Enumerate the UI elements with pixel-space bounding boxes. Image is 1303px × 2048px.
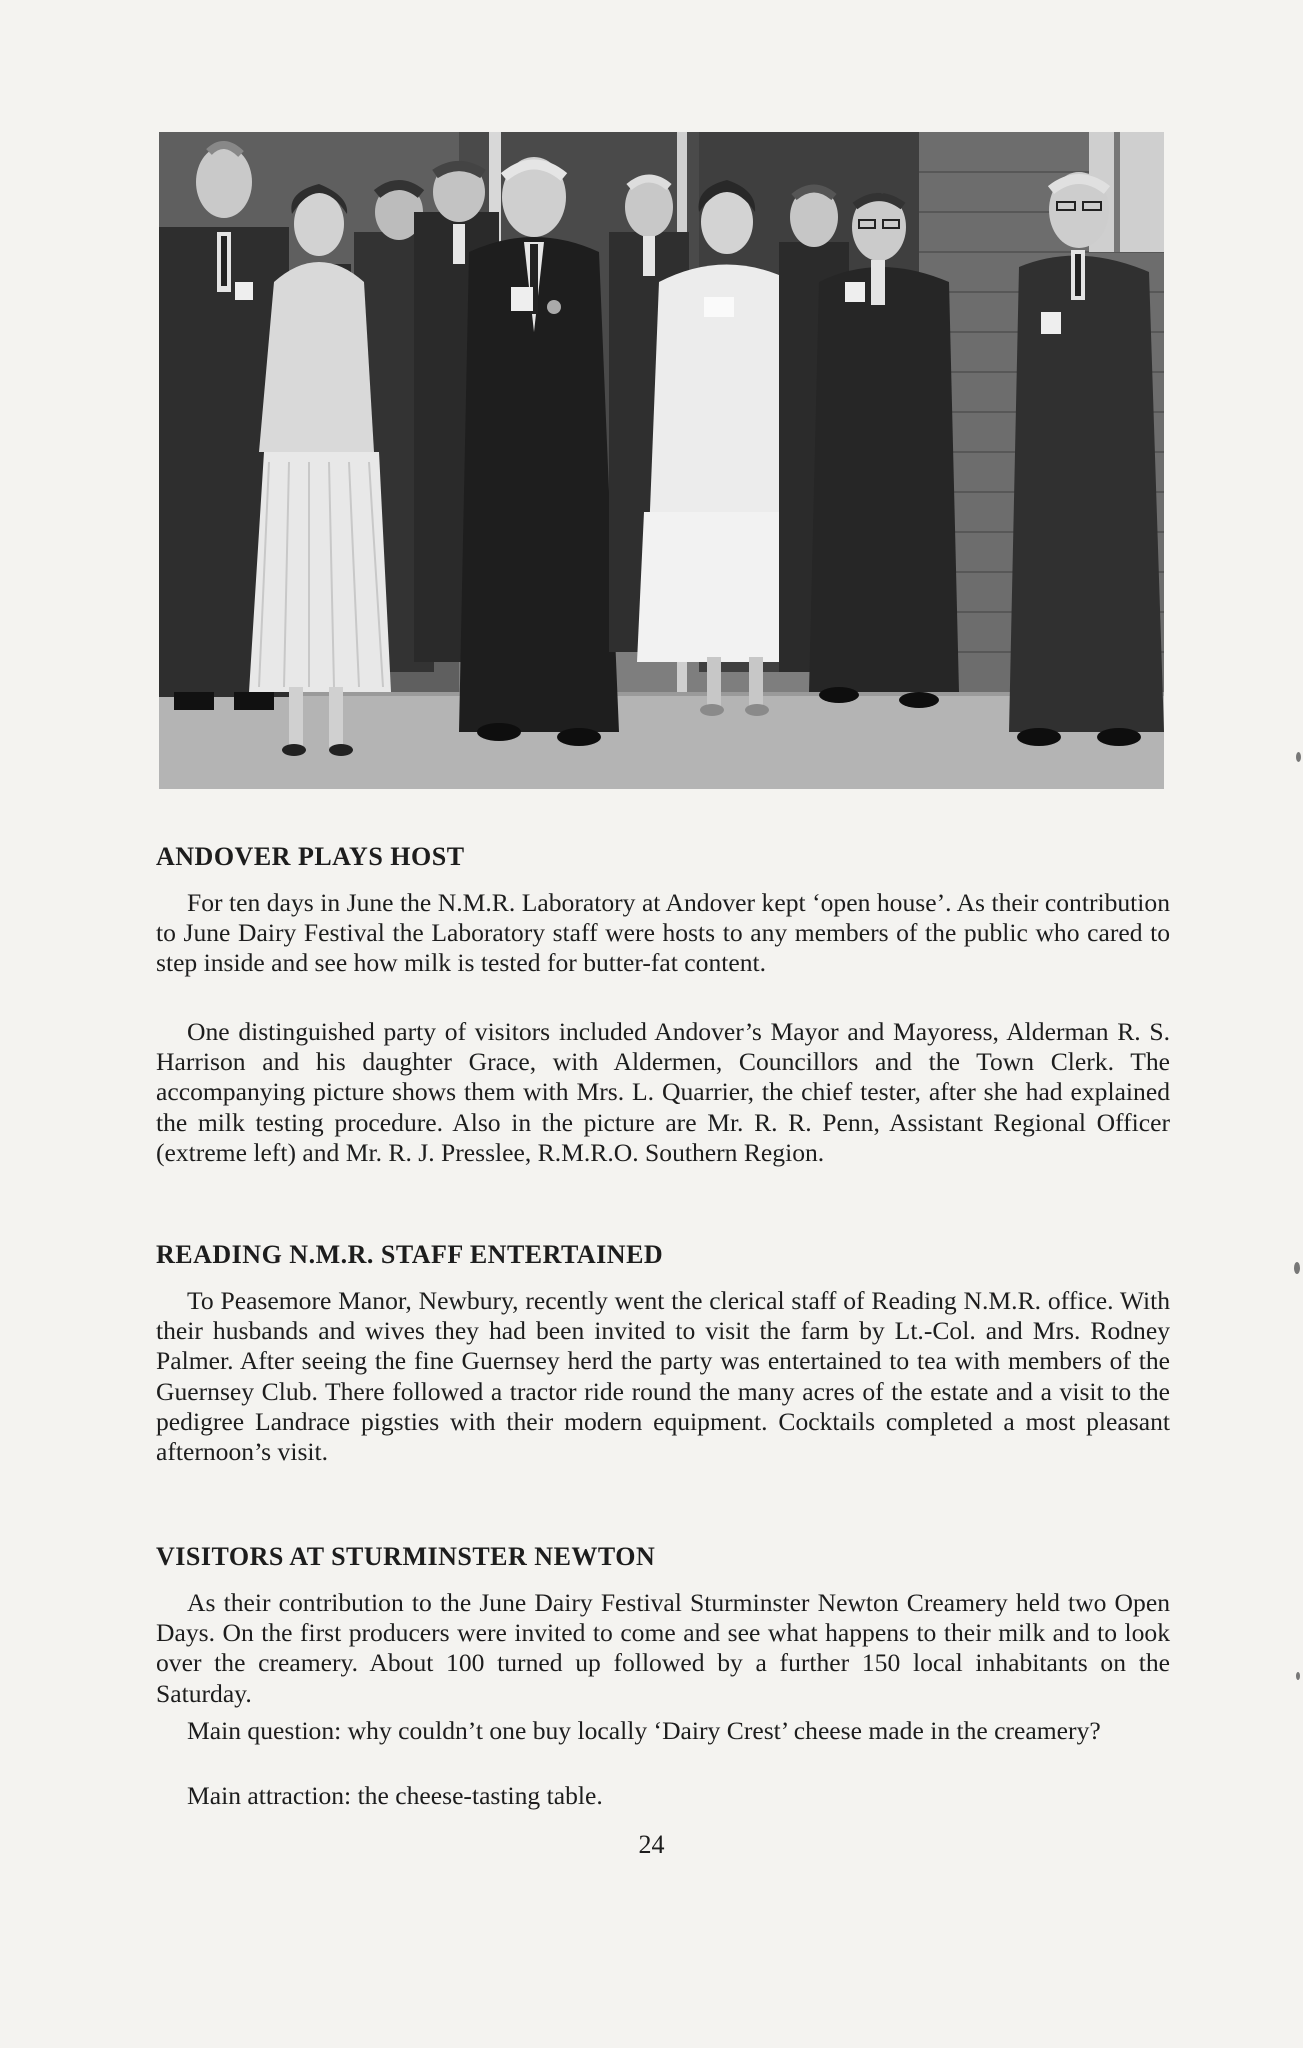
paragraph-andover-1: For ten days in June the N.M.R. Laboratory at Andover kept ‘open house’. As their contribution to June Dairy Festival the Laboratory staff were hosts to any members of the public who cared to step inside and see how milk is tested for butter-fat content. (156, 888, 1170, 978)
scan-speck (1296, 1672, 1300, 1680)
page-number: 24 (638, 1830, 665, 1859)
photograph-icon (159, 132, 1164, 789)
scan-speck (1294, 1262, 1300, 1274)
paragraph-andover-2: One distinguished party of visitors included Andover’s Mayor and Mayoress, Alderman R. S. Harrison and his daughter Grace, with Aldermen, Councillors and the Town Clerk. The accompanying picture shows them with Mrs. L. Quarrier, the chief tester, after she had explained the milk testing procedure. Also in the picture are Mr. R. R. Penn, Assistant Regional Officer (extreme left) and Mr. R. J. Presslee, R.M.R.O. Southern Region. (156, 1017, 1170, 1167)
paragraph-sturminster-2: Main question: why couldn’t one buy locally ‘Dairy Crest’ cheese made in the creamery? (187, 1716, 1101, 1745)
section-heading-reading: READING N.M.R. STAFF ENTERTAINED (156, 1240, 664, 1269)
paragraph-sturminster-3: Main attraction: the cheese-tasting table. (187, 1781, 603, 1810)
section-heading-sturminster: VISITORS AT STURMINSTER NEWTON (156, 1542, 656, 1571)
scan-speck (1296, 752, 1301, 762)
group-photograph (159, 132, 1164, 789)
section-heading-andover: ANDOVER PLAYS HOST (156, 842, 465, 871)
paragraph-reading-1: To Peasemore Manor, Newbury, recently went the clerical staff of Reading N.M.R. office. With their husbands and wives they had been invited to visit the farm by Lt.-Col. and Mrs. Rodney Palmer. After seeing the fine Guernsey herd the party was entertained to tea with members of the Guernsey Club. There followed a tractor ride round the many acres of the estate and a visit to the pedigree Landrace pigsties with their modern equipment. Cocktails completed a most pleasant afternoon’s visit. (156, 1286, 1170, 1467)
paragraph-sturminster-1: As their contribution to the June Dairy Festival Sturminster Newton Creamery held two Open Days. On the first producers were invited to come and see what happens to their milk and to look over the creamery. About 100 turned up followed by a further 150 local inhabitants on the Saturday. (156, 1588, 1170, 1708)
